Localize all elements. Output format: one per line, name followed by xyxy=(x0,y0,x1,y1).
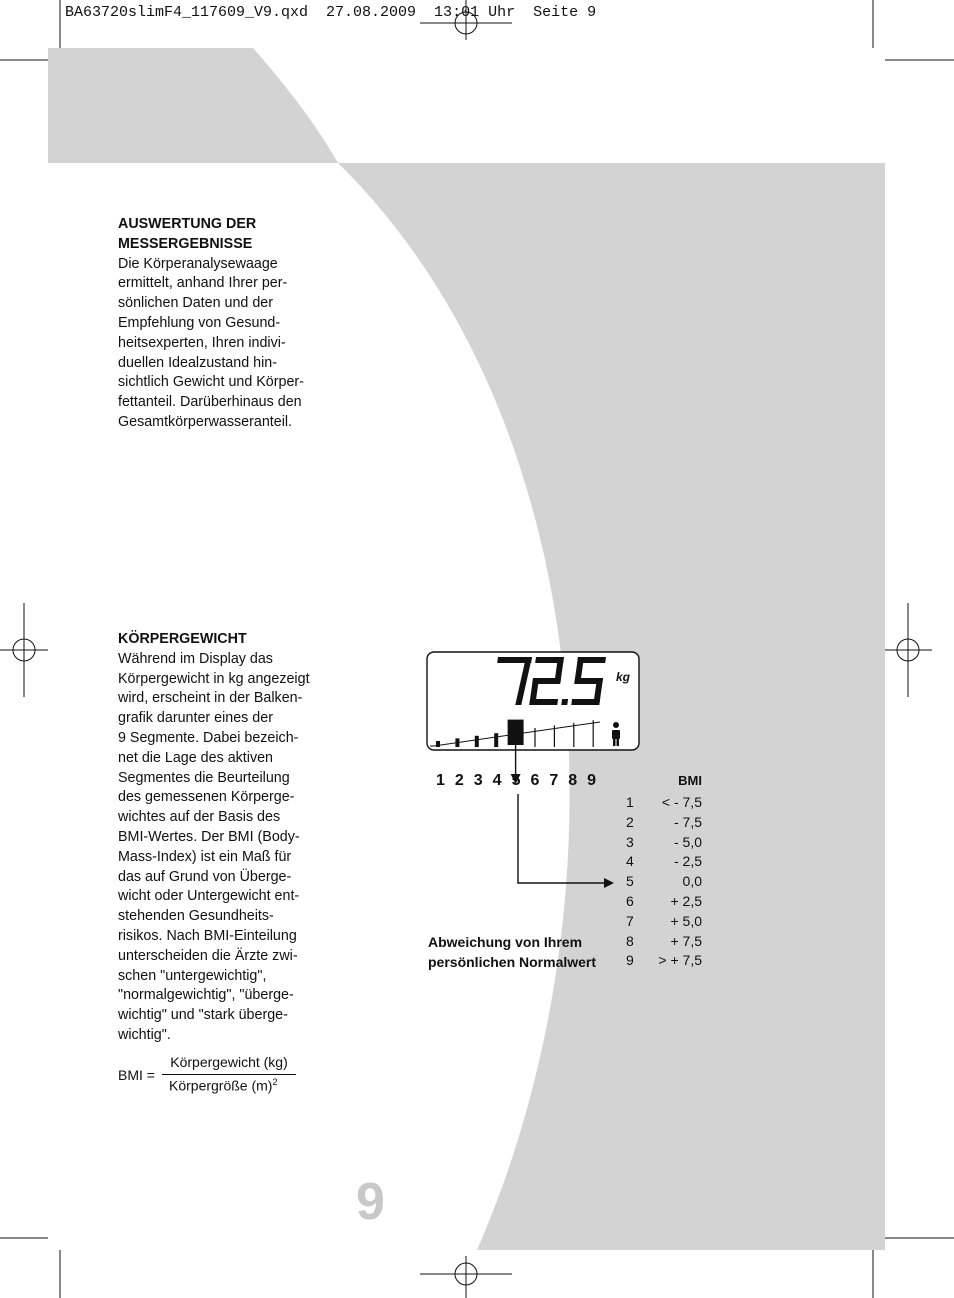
print-file-header: BA63720slimF4_117609_V9.qxd 27.08.2009 13:01 Uhr Seite 9 xyxy=(65,4,597,21)
segment-label: 4 xyxy=(492,772,502,789)
table-row: 1 < - 7,5 xyxy=(626,794,702,810)
section-evaluation-title: AUSWERTUNG DER MESSERGEBNISSE xyxy=(118,216,257,252)
formula-fraction-bar xyxy=(162,1074,296,1075)
bargraph-segment xyxy=(436,741,440,747)
table-row: 6 + 2,5 xyxy=(626,892,702,909)
segment-label: 3 xyxy=(473,772,483,789)
bargraph-segment xyxy=(573,723,574,747)
segment-label: 7 xyxy=(549,772,559,789)
bargraph-segment xyxy=(554,725,555,747)
segment-label: 6 xyxy=(530,772,540,789)
table-row: 8 + 7,5 xyxy=(626,932,702,949)
table-row: 7 + 5,0 xyxy=(626,912,702,929)
segment-connector xyxy=(510,790,620,890)
section-body-weight-body: Während im Display das Körpergewicht in kg angezeigt wird, erscheint in der Balken- grafik darunter eines der 9 Segmente. Dabei bezeich- net die Lage des aktiven Segmentes die Beurteilung des gemessenen Körperge- wichtes auf der Basis des BMI-Wertes. Der BMI (Body- Mass-Index) ist ein Maß für das auf Grund von Überge- wicht oder Untergewicht ent- stehenden Gesundheits- risikos. Nach BMI-Einteilung unterscheiden die Ärzte zwi- schen "untergewichtig", "normalgewichtig", "überge- wichtig" und "stark überge- wichtig". xyxy=(118,650,310,1043)
section-body-weight xyxy=(118,630,333,1046)
formula-numerator: Körpergewicht (kg) xyxy=(170,1054,288,1070)
display-unit: kg xyxy=(616,670,631,684)
table-row: 2 - 7,5 xyxy=(626,813,702,830)
bmi-table xyxy=(626,793,702,971)
table-row: 9 > + 7,5 xyxy=(626,952,702,969)
section-evaluation xyxy=(118,215,333,433)
bargraph-segment xyxy=(593,720,594,747)
bargraph-segment xyxy=(475,736,479,747)
bargraph-segment xyxy=(494,733,498,747)
deviation-label: Abweichung von Ihrem persönlichen Normalwert xyxy=(428,934,597,970)
formula-denominator: Körpergröße $(m)^2$ xyxy=(169,1077,278,1094)
section-body-weight-title: KÖRPERGEWICHT xyxy=(118,631,247,647)
connector-arrow-icon xyxy=(604,878,614,888)
segment-label: 8 xyxy=(568,772,578,789)
table-row: 3 - 5,0 xyxy=(626,833,702,850)
segment-label: 5 xyxy=(511,772,521,789)
bargraph-segment xyxy=(455,738,459,747)
bargraph-segment xyxy=(508,720,524,745)
table-row: 4 - 2,5 xyxy=(626,853,702,870)
segment-label: 1 xyxy=(436,772,445,789)
table-row: 5 0,0 xyxy=(626,873,702,890)
page-number: 9 xyxy=(356,1173,385,1231)
segment-label: 2 xyxy=(454,772,464,789)
scale-display xyxy=(420,645,650,790)
top-gray-band xyxy=(48,48,338,163)
segment-labels xyxy=(436,772,606,790)
formula-lhs: BMI = xyxy=(118,1067,155,1083)
segment-label: 9 xyxy=(587,772,597,789)
section-evaluation-body: Die Körperanalysewaage ermittelt, anhand Ihrer per- sönlichen Daten und der Empfehlung von Gesund- heitsexperten, Ihren indivi- duellen Idealzustand hin- sichtlich Gewicht und Körper- fettanteil. Darüberhinaus den Gesamtkörperwasseranteil. xyxy=(118,255,304,430)
bmi-table-header: BMI xyxy=(678,773,702,788)
bargraph-segment xyxy=(534,728,535,747)
